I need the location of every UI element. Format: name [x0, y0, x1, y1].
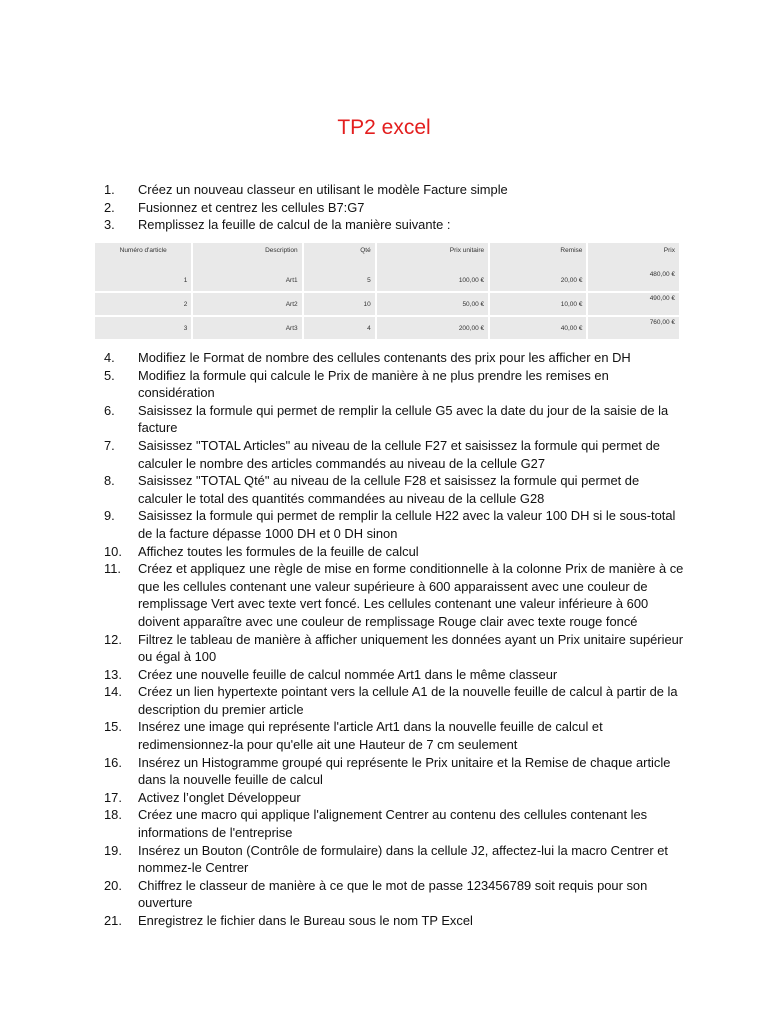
list-item-text: Affichez toutes les formules de la feuille de calcul [138, 543, 419, 559]
list-item-number: 6. [104, 402, 115, 418]
invoice-table [93, 243, 681, 339]
list-item-number: 18. [104, 807, 122, 823]
list-item-number: 20. [104, 877, 122, 893]
list-item [104, 560, 684, 630]
list-item [104, 349, 684, 367]
list-item-number: 11. [104, 561, 121, 577]
list-item-text: Saisissez la formule qui permet de remplir la cellule H22 avec la valeur 100 DH si le sous-total de la facture dépasse 1000 DH et 0 DH sinon [138, 508, 676, 541]
cell-unit-price: 200,00 € [377, 317, 488, 339]
list-item-number: 14. [104, 684, 122, 700]
list-item-text: Saisissez "TOTAL Qté" au niveau de la cellule F28 et saisissez la formule qui permet de calculer le total des quantités commandées au niveau de la cellule G28 [138, 473, 640, 506]
list-item [104, 666, 684, 684]
list-item [104, 507, 684, 542]
instruction-list-part-1 [104, 181, 684, 234]
cell-article-number: 1 [95, 269, 191, 291]
list-item-text: Créez une macro qui applique l'alignement Centrer au contenu des cellules contenant les informations de l'entreprise [138, 807, 648, 841]
list-item-text: Créez un lien hypertexte pointant vers la cellule A1 de la nouvelle feuille de calcul à partir de la description du premier article [138, 684, 678, 717]
list-item [104, 402, 684, 437]
list-item [104, 181, 684, 199]
list-item-text: Saisissez la formule qui permet de remplir la cellule G5 avec la date du jour de la saisie de la facture [138, 402, 669, 436]
cell-description: Art3 [193, 317, 301, 339]
table-row [95, 317, 679, 339]
list-item [104, 199, 684, 217]
col-header-quantity: Qté [304, 243, 375, 269]
list-item [104, 683, 684, 718]
list-item-number: 7. [104, 437, 115, 453]
list-item-number: 4. [104, 350, 115, 365]
list-item-text: Chiffrez le classeur de manière à ce que le mot de passe 123456789 soit requis pour son ouverture [138, 877, 648, 911]
list-item-number: 10. [104, 543, 122, 559]
list-item [104, 543, 684, 561]
list-item-number: 17. [104, 789, 122, 805]
list-item [104, 367, 684, 402]
table-header-row [95, 243, 679, 269]
list-item-text: Modifiez la formule qui calcule le Prix de manière à ne plus prendre les remises en considération [138, 367, 609, 401]
col-header-description: Description [193, 243, 301, 269]
list-item [104, 789, 684, 807]
list-item-text: Saisissez "TOTAL Articles" au niveau de la cellule F27 et saisissez la formule qui permet de calculer le nombre des articles commandés au niveau de la cellule G27 [138, 437, 660, 471]
col-header-article-number: Numéro d'article [95, 243, 191, 269]
table-row [95, 293, 679, 315]
list-item [104, 718, 684, 753]
list-item [104, 216, 684, 234]
list-item [104, 806, 684, 841]
list-item-text: Créez une nouvelle feuille de calcul nommée Art1 dans le même classeur [138, 666, 558, 682]
cell-discount: 10,00 € [490, 293, 586, 315]
cell-unit-price: 100,00 € [377, 269, 488, 291]
list-item [104, 877, 684, 912]
list-item-text: Fusionnez et centrez les cellules B7:G7 [138, 199, 365, 215]
list-item-number: 15. [104, 719, 122, 735]
cell-discount: 20,00 € [490, 269, 586, 291]
list-item-number: 9. [104, 508, 115, 524]
cell-price: 490,00 € [588, 293, 679, 315]
list-item-number: 19. [104, 842, 122, 858]
list-item-number: 21. [104, 913, 122, 928]
cell-description: Art1 [193, 269, 301, 291]
list-item-text: Insérez une image qui représente l'article Art1 dans la nouvelle feuille de calcul et redimensionnez-la pour qu'elle ait une Hauteur de 7 cm seulement [138, 719, 603, 753]
cell-discount: 40,00 € [490, 317, 586, 339]
list-item-text: Enregistrez le fichier dans le Bureau sous le nom TP Excel [138, 913, 473, 928]
table-row [95, 269, 679, 291]
document-title: TP2 excel [337, 116, 431, 139]
cell-description: Art2 [193, 293, 301, 315]
list-item-number: 5. [104, 367, 115, 383]
list-item [104, 631, 684, 666]
list-item-text: Insérez un Histogramme groupé qui représente le Prix unitaire et la Remise de chaque article dans la nouvelle feuille de calcul [138, 754, 671, 788]
list-item-number: 2. [104, 199, 115, 215]
cell-article-number: 2 [95, 293, 191, 315]
list-item-text: Filtrez le tableau de manière à afficher uniquement les données ayant un Prix unitaire supérieur ou égal à 100 [138, 631, 684, 665]
col-header-price: Prix [588, 243, 679, 269]
list-item [104, 912, 684, 930]
list-item [104, 437, 684, 472]
cell-quantity: 5 [304, 269, 375, 291]
cell-unit-price: 50,00 € [377, 293, 488, 315]
cell-price: 760,00 € [588, 317, 679, 339]
instruction-list-part-2 [104, 349, 684, 930]
list-item-number: 13. [104, 666, 122, 682]
cell-article-number: 3 [95, 317, 191, 339]
list-item [104, 472, 684, 507]
list-item-text: Remplissez la feuille de calcul de la manière suivante : [138, 217, 451, 233]
list-item-number: 1. [104, 182, 115, 197]
list-item [104, 842, 684, 877]
list-item-number: 16. [104, 754, 122, 770]
list-item-number: 8. [104, 473, 115, 489]
list-item [104, 754, 684, 789]
col-header-discount: Remise [490, 243, 586, 269]
list-item-text: Activez l’onglet Développeur [138, 789, 301, 805]
cell-quantity: 10 [304, 293, 375, 315]
cell-price: 480,00 € [588, 269, 679, 291]
list-item-text: Créez et appliquez une règle de mise en forme conditionnelle à la colonne Prix de manière à ce que les cellules contenant une valeur supérieure à 600 apparaissent avec une couleur de remplissage Vert avec texte vert foncé. Les cellules contenant une valeur inférieure à 600 doivent apparaître avec une couleur de remplissage Rouge clair avec texte rouge foncé [138, 561, 684, 629]
list-item-number: 3. [104, 217, 115, 233]
list-item-text: Modifiez le Format de nombre des cellules contenants des prix pour les afficher en DH [138, 350, 631, 365]
cell-quantity: 4 [304, 317, 375, 339]
list-item-number: 12. [104, 631, 122, 647]
list-item-text: Insérez un Bouton (Contrôle de formulaire) dans la cellule J2, affectez-lui la macro Centrer et nommez-le Centrer [138, 842, 668, 876]
col-header-unit-price: Prix unitaire [377, 243, 488, 269]
list-item-text: Créez un nouveau classeur en utilisant le modèle Facture simple [138, 182, 508, 197]
